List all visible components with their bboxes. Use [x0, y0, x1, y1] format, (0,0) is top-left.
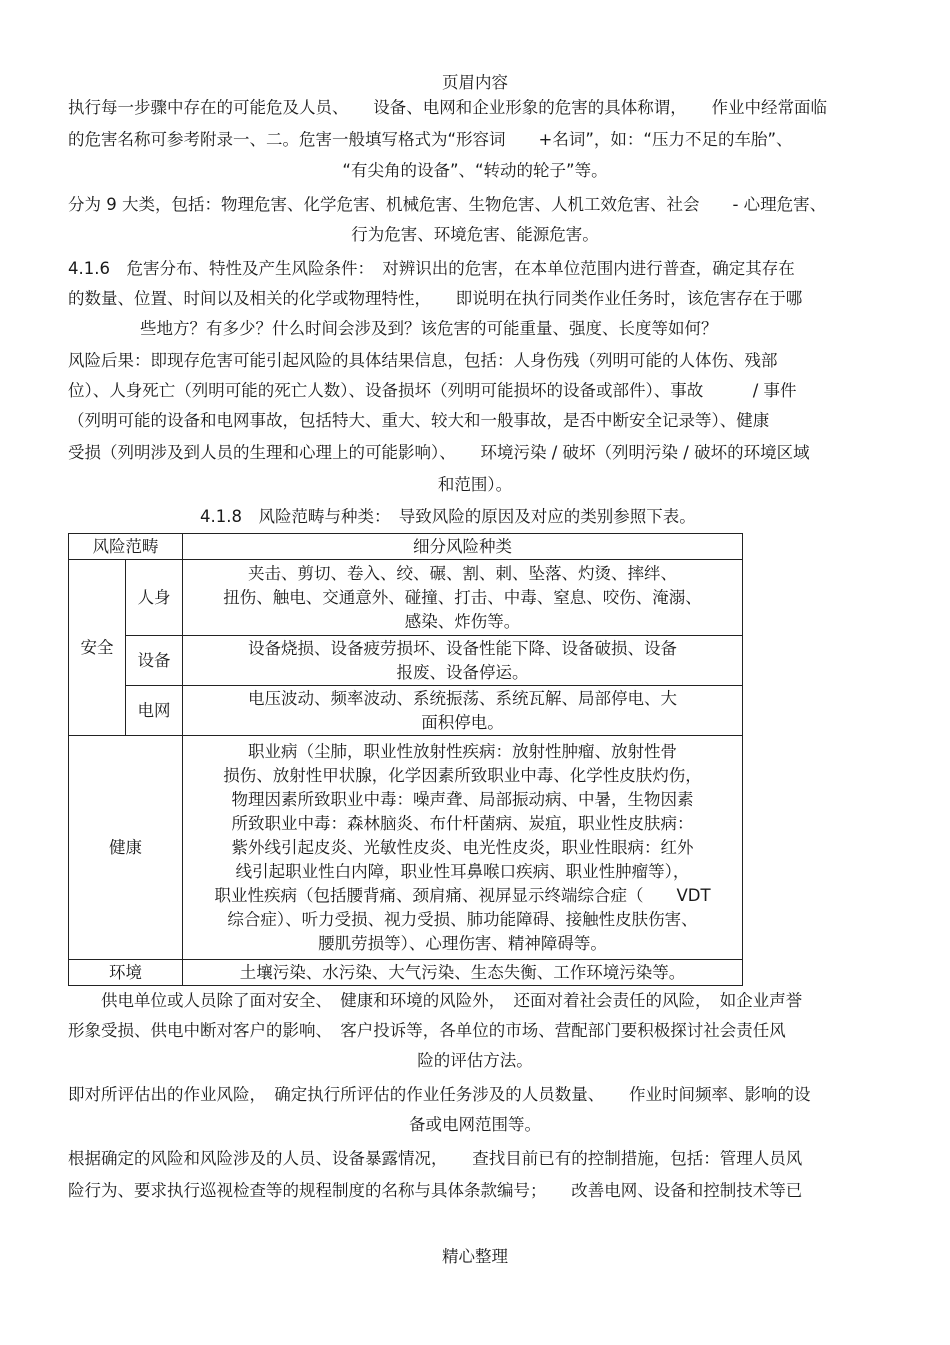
cell-line: 职业性疾病（包括腰背痛、颈肩痛、视屏显示终端综合症（ VDT [214, 885, 711, 905]
body-line: 执行每一步骤中存在的可能危及人员、 设备、电网和企业形象的危害的具体称谓， 作业中经常面临 [68, 98, 827, 117]
body-line: 些地方？有多少？什么时间会涉及到？该危害的可能重量、强度、长度等如何？ [140, 319, 718, 338]
cell-line: 紫外线引起皮炎、光敏性皮炎、电光性皮炎，职业性眼病：红外 [231, 837, 694, 857]
header-types-cell: 细分风险种类 [183, 534, 743, 560]
body-line: “有尖角的设备”、“转动的轮子”等。 [342, 161, 608, 180]
environment-types-cell [183, 960, 743, 986]
body-line: 的危害名称可参考附录一、二。危害一般填写格式为“形容词 +名词”，如：“压力不足的车胎”、 [68, 130, 793, 149]
health-types-cell [183, 736, 743, 960]
equipment-subcategory-cell: 设备 [126, 636, 183, 686]
cell-line: 感染、炸伤等。 [404, 611, 521, 631]
cell-line: 设备烧损、设备疲劳损坏、设备性能下降、设备破损、设备 [248, 638, 677, 658]
cell-line: 所致职业中毒：森林脑炎、布什杆菌病、炭疽，职业性皮肤病： [231, 813, 694, 833]
cell-line: 腰肌劳损等）、心理伤害、精神障碍等。 [318, 933, 607, 953]
cell-line: 土壤污染、水污染、大气污染、生态失衡、工作环境污染等。 [239, 962, 686, 982]
safety-category-cell: 安全 [69, 560, 126, 736]
page-footer: 精心整理 [442, 1247, 508, 1266]
body-line: 受损（列明涉及到人员的生理和心理上的可能影响）、 环境污染 / 破坏（列明污染 / 破坏的环境区域 [68, 443, 810, 462]
body-line: 和范围）。 [437, 475, 513, 494]
equipment-types-cell [183, 636, 743, 686]
cell-line: 面积停电。 [421, 712, 504, 732]
grid-types-cell [183, 686, 743, 736]
body-line: （列明可能的设备和电网事故，包括特大、重大、较大和一般事故，是否中断安全记录等）、健康 [68, 411, 770, 430]
body-line: 分为 9 大类，包括：物理危害、化学危害、机械危害、生物危害、人机工效危害、社会 - 心理危害、 [68, 195, 827, 214]
grid-subcategory-cell: 电网 [126, 686, 183, 736]
section-4-1-8-caption: 4.1.8 风险范畴与种类： 导致风险的原因及对应的类别参照下表。 [200, 507, 696, 526]
risk-category-table [68, 533, 743, 986]
body-line: 即对所评估出的作业风险， 确定执行所评估的作业任务涉及的人员数量、 作业时间频率、影响的设 [68, 1085, 811, 1104]
header-category-cell: 风险范畴 [69, 534, 183, 560]
body-line: 根据确定的风险和风险涉及的人员、设备暴露情况， 查找目前已有的控制措施，包括：管理人员风 [68, 1149, 803, 1168]
body-line: 行为危害、环境危害、能源危害。 [351, 225, 599, 244]
body-line: 备或电网范围等。 [409, 1115, 541, 1134]
cell-line: 扭伤、触电、交通意外、碰撞、打击、中毒、窒息、咬伤、淹溺、 [223, 587, 702, 607]
cell-line: 职业病（尘肺，职业性放射性疾病：放射性肿瘤、放射性骨 [248, 741, 677, 761]
body-line: 的数量、位置、时间以及相关的化学或物理特性， 即说明在执行同类作业任务时，该危害存在于哪 [68, 289, 803, 308]
body-line: 险行为、要求执行巡视检查等的规程制度的名称与具体条款编号； 改善电网、设备和控制技术等已 [68, 1181, 803, 1200]
environment-category-cell: 环境 [69, 960, 183, 986]
cell-line: 线引起职业性白内障，职业性耳鼻喉口疾病、职业性肿瘤等）， [235, 861, 690, 881]
personal-types-cell [183, 560, 743, 636]
cell-line: 电压波动、频率波动、系统振荡、系统瓦解、局部停电、大 [248, 688, 677, 708]
cell-line: 损伤、放射性甲状腺，化学因素所致职业中毒、化学性皮肤灼伤， [223, 765, 702, 785]
health-category-cell: 健康 [69, 736, 183, 960]
cell-line: 物理因素所致职业中毒：噪声聋、局部振动病、中暑，生物因素 [231, 789, 694, 809]
page-header: 页眉内容 [442, 73, 508, 92]
body-line: 位）、人身死亡（列明可能的死亡人数）、设备损坏（列明可能损坏的设备或部件）、事故 / 事件 [68, 381, 797, 400]
personal-subcategory-cell: 人身 [126, 560, 183, 636]
body-line: 险的评估方法。 [417, 1051, 533, 1070]
section-4-1-6-line: 4.1.6 危害分布、特性及产生风险条件： 对辨识出的危害，在本单位范围内进行普查，确定其存在 [68, 259, 795, 278]
body-line: 供电单位或人员除了面对安全、 健康和环境的风险外， 还面对着社会责任的风险， 如企业声誉 [68, 991, 803, 1010]
body-line: 风险后果：即现存危害可能引起风险的具体结果信息，包括：人身伤残（列明可能的人体伤、残部 [68, 351, 778, 370]
cell-line: 夹击、剪切、卷入、绞、碾、割、刺、坠落、灼烫、摔绊、 [248, 563, 677, 583]
body-line: 形象受损、供电中断对客户的影响、 客户投诉等，各单位的市场、营配部门要积极探讨社会责任风 [68, 1021, 786, 1040]
cell-line: 报废、设备停运。 [396, 662, 529, 682]
cell-line: 综合症）、听力受损、视力受损、肺功能障碍、接触性皮肤伤害、 [227, 909, 698, 929]
